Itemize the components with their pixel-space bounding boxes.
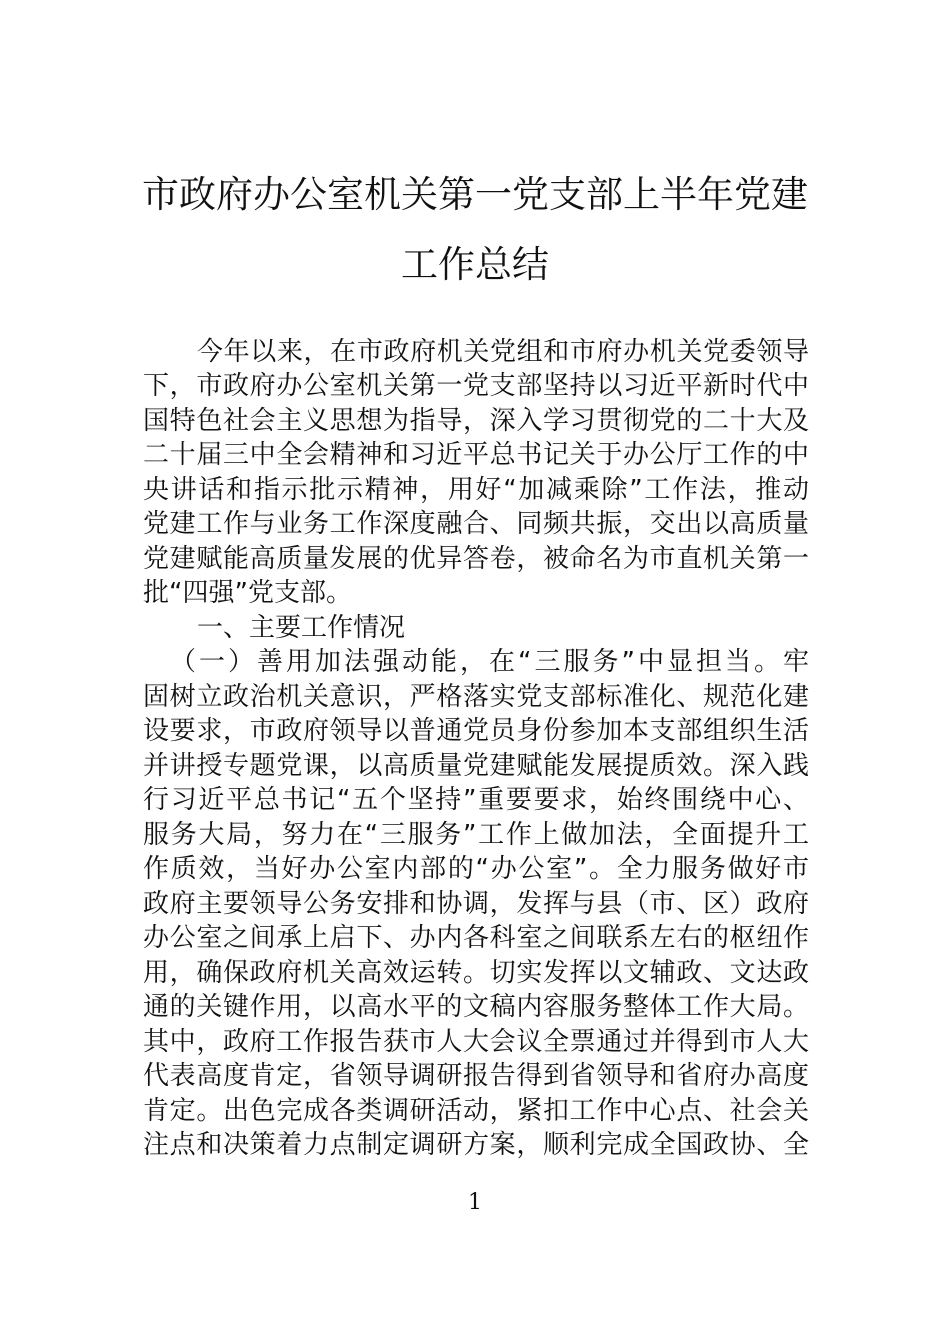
text-line: 服务大局，努力在“三服务”工作上做加法，全面提升工	[143, 820, 809, 850]
document-title-line-2: 工作总结	[401, 243, 549, 286]
text-line: 二十届三中全会精神和习近平总书记关于办公厅工作的中	[143, 440, 809, 470]
page-number: 1	[468, 1190, 482, 1215]
text-line: 政府主要领导公务安排和协调，发挥与县（市、区）政府	[143, 889, 809, 919]
text-line: 固树立政治机关意识，严格落实党支部标准化、规范化建	[143, 682, 809, 712]
text-line: 设要求，市政府领导以普通党员身份参加本支部组织生活	[143, 716, 809, 746]
text-line: 央讲话和指示批示精神，用好“加减乘除”工作法，推动	[143, 475, 809, 505]
text-line: 党建工作与业务工作深度融合、同频共振，交出以高质量	[143, 509, 809, 539]
text-line: 通的关键作用，以高水平的文稿内容服务整体工作大局。	[143, 992, 809, 1022]
document-title-line-1: 市政府办公室机关第一党支部上半年党建	[142, 173, 808, 216]
text-line: 今年以来，在市政府机关党组和市府办机关党委领导	[197, 337, 809, 367]
text-line: 并讲授专题党课，以高质量党建赋能发展提质效。深入践	[143, 751, 809, 781]
text-line: 用，确保政府机关高效运转。切实发挥以文辅政、文达政	[143, 958, 809, 988]
text-line: 代表高度肯定，省领导调研报告得到省领导和省府办高度	[143, 1061, 809, 1091]
text-line: 肯定。出色完成各类调研活动，紧扣工作中心点、社会关	[143, 1096, 809, 1126]
section-heading: 一、主要工作情况	[197, 613, 406, 643]
text-line: 其中，政府工作报告获市人大会议全票通过并得到市人大	[143, 1027, 809, 1057]
text-line: 批“四强”党支部。	[143, 578, 352, 608]
subsection-heading-line: （一）善用加法强动能，在“三服务”中显担当。牢	[170, 647, 809, 677]
text-line: 行习近平总书记“五个坚持”重要要求，始终围绕中心、	[143, 785, 809, 815]
text-line: 作质效，当好办公室内部的“办公室”。全力服务做好市	[143, 854, 809, 884]
text-line: 办公室之间承上启下、办内各科室之间联系左右的枢纽作	[143, 923, 809, 953]
text-line: 下，市政府办公室机关第一党支部坚持以习近平新时代中	[143, 371, 809, 401]
text-line: 党建赋能高质量发展的优异答卷，被命名为市直机关第一	[143, 544, 809, 574]
text-line: 国特色社会主义思想为指导，深入学习贯彻党的二十大及	[143, 406, 809, 436]
text-line: 注点和决策着力点制定调研方案，顺利完成全国政协、全	[143, 1130, 809, 1160]
